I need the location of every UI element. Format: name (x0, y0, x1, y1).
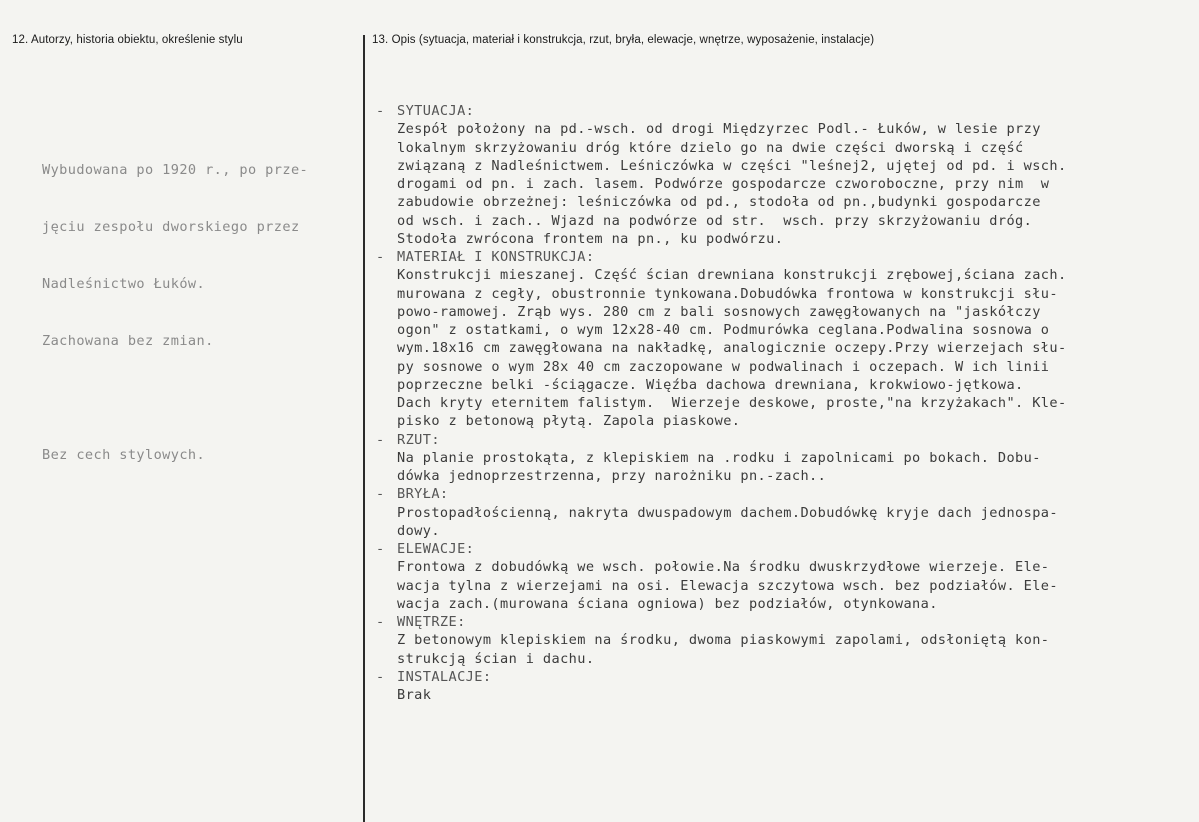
history-line: Nadleśnictwo Łuków. (42, 276, 206, 292)
section-dash: - (376, 103, 385, 119)
section-title-text: SYTUACJA: (397, 103, 475, 119)
section-dash: - (376, 486, 385, 503)
section-title (376, 613, 1067, 631)
section-line: związaną z Nadleśnictwem. Leśniczówka w części "leśnej2, ujętej od pd. i wsch. (397, 157, 1067, 174)
section-title (376, 248, 1067, 266)
section-line: powo-ramowej. Zrąb wys. 280 cm z bali sosnowych zawęgłowanych na "jaskółczy (397, 303, 1041, 320)
section-line: drogami od pn. i zach. lasem. Podwórze gospodarcze czworoboczne, przy nim w (397, 176, 1050, 192)
section-title-text: BRYŁA: (397, 486, 449, 503)
section-line: Prostopadłościenną, nakryta dwuspadowym dachem.Dobudówkę kryje dach jednospa- (397, 504, 1058, 521)
section-title (376, 485, 1067, 503)
section-line: poprzeczne belki -ściągacze. Więźba dachowa drewniana, krokwiowo-jętkowa. (397, 376, 1024, 393)
section-dash: - (376, 614, 385, 630)
section-line: zabudowie obrzeżnej: leśniczówka od pd., stodoła od pn.,budynki gospodarcze (397, 194, 1041, 211)
section-line: Na planie prostokąta, z klepiskiem na .rodku i zapolnicami po bokach. Dobu- (397, 449, 1041, 466)
section-title (376, 431, 1067, 449)
section-title-text: ELEWACJE: (397, 541, 475, 557)
section-line: Z betonowym klepiskiem na środku, dwoma piaskowymi zapolami, odsłoniętą kon- (397, 632, 1050, 649)
column-divider (363, 35, 365, 822)
section-title (376, 540, 1067, 558)
section-title-text: WNĘTRZE: (397, 614, 466, 630)
section-title-text: INSTALACJE: (397, 668, 492, 685)
description-text (376, 102, 1067, 704)
spacer (42, 389, 308, 408)
section-dash: - (376, 668, 385, 685)
history-line: Zachowana bez zmian. (42, 333, 214, 349)
section-dash: - (376, 249, 385, 265)
section-title-text: MATERIAŁ I KONSTRUKCJA: (397, 249, 595, 265)
history-text (42, 123, 308, 503)
section-line: Frontowa z dobudówką we wsch. połowie.Na środku dwuskrzydłowe wierzeje. Ele- (397, 559, 1050, 576)
section-line: Zespół położony na pd.-wsch. od drogi Międzyrzec Podl.- Łuków, w lesie przy (397, 121, 1041, 138)
section-line: Konstrukcji mieszanej. Część ścian drewniana konstrukcji zrębowej,ściana zach. (397, 267, 1067, 284)
section-line: ogon" z ostatkami, o wym 12x28-40 cm. Podmurówka ceglana.Podwalina sosnowa o (397, 322, 1050, 338)
history-line: Wybudowana po 1920 r., po prze- (42, 162, 309, 178)
section-line: murowana z cegły, obustronnie tynkowana.Dobudówka frontowa w konstrukcji słu- (397, 285, 1058, 302)
section-13-header: 13. Opis (sytuacja, materiał i konstrukcja, rzut, bryła, elewacje, wnętrze, wyposażenie, instalacje) (372, 34, 875, 46)
section-line: pisko z betonową płytą. Zapola piaskowe. (397, 413, 741, 430)
section-line: wacja zach.(murowana ściana ogniowa) bez podziałów, otynkowana. (397, 595, 938, 612)
section-title (376, 102, 1067, 120)
section-line: strukcją ścian i dachu. (397, 650, 595, 667)
section-line: dówka jednoprzestrzenna, przy narożniku pn.-zach.. (397, 468, 827, 484)
style-note: Bez cech stylowych. (42, 447, 206, 463)
section-line: dowy. (397, 522, 440, 539)
section-line: Dach kryty eternitem falistym. Wierzeje deskowe, proste,"na krzyżakach". Kle- (397, 395, 1067, 411)
section-line: Brak (397, 687, 432, 703)
section-title-text: RZUT: (397, 431, 440, 448)
section-line: wacja tylna z wierzejami na osi. Elewacja szczytowa wsch. bez podziałów. Ele- (397, 577, 1058, 594)
section-line: od wsch. i zach.. Wjazd na podwórze od str. wsch. przy skrzyżowaniu dróg. (397, 212, 1033, 229)
section-line: lokalnym skrzyżowaniu dróg które dzielo go na dwie części dworską i część (397, 139, 1024, 156)
section-line: Stodoła zwrócona frontem na pn., ku podwórzu. (397, 230, 784, 247)
section-dash: - (376, 431, 385, 448)
section-title (376, 668, 1067, 686)
section-line: wym.18x16 cm zawęgłowana na nakładkę, analogicznie oczepy.Przy wierzejach słu- (397, 340, 1067, 357)
section-dash: - (376, 541, 385, 557)
section-line: py sosnowe o wym 28x 40 cm zaczopowane w podwalinach i oczepach. W ich linii (397, 358, 1050, 375)
history-line: jęciu zespołu dworskiego przez (42, 219, 300, 235)
section-12-header: 12. Autorzy, historia obiektu, określenie stylu (12, 34, 243, 46)
